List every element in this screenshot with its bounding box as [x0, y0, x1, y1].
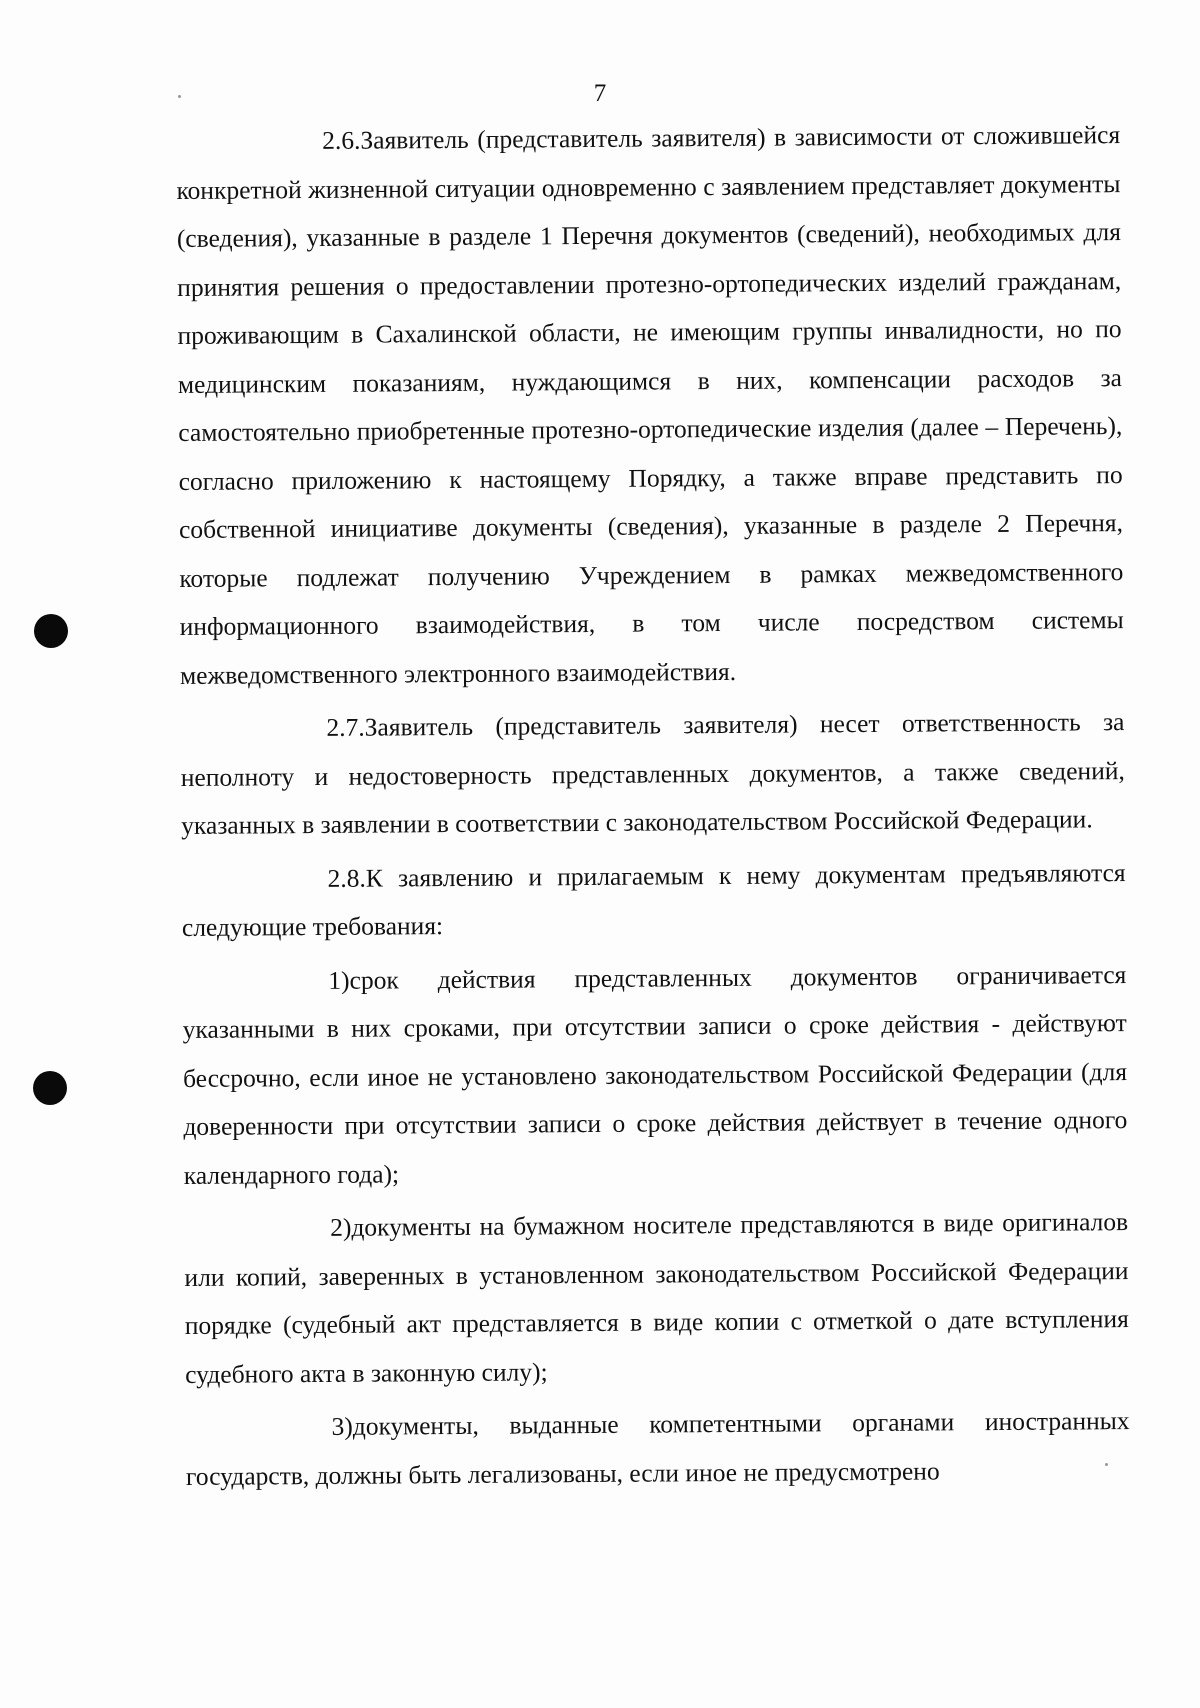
paragraph-number: 2.7.	[326, 712, 365, 742]
paragraph-2-7	[180, 698, 1125, 850]
list-item-1	[182, 951, 1128, 1200]
page-number: 7	[593, 80, 607, 107]
punch-hole-top	[34, 614, 68, 648]
paragraph-number: 2.8.	[327, 863, 366, 893]
paragraph-text: Заявитель (представитель заявителя) несет ответственность за неполноту и недостоверность представленных документов, а также сведений, указанных в заявлении в соответствии с законодательством Российской Федерации.	[180, 707, 1125, 840]
paragraph-2-6	[176, 111, 1124, 700]
scan-speck	[178, 95, 181, 98]
list-item-text: документы на бумажном носителе представляются в виде оригиналов или копий, заверенных в установленном законодательством Российской Федерации порядке (судебный акт представляется в виде копии с отметкой о дате вступления судебного акта в законную силу);	[184, 1207, 1129, 1389]
paragraph-text: К заявлению и прилагаемым к нему документам предъявляются следующие требования:	[181, 857, 1126, 942]
list-item-number: 2)	[330, 1212, 352, 1242]
list-item-number: 1)	[328, 965, 350, 995]
document-body	[176, 111, 1130, 1506]
list-item-2	[184, 1198, 1129, 1399]
list-item-text: документы, выданные компетентными органами иностранных государств, должны быть легализованы, если иное не предусмотрено	[185, 1406, 1130, 1491]
paragraph-2-8	[181, 849, 1126, 953]
scan-speck	[1105, 1463, 1108, 1466]
list-item-number: 3)	[331, 1411, 353, 1441]
paragraph-text: Заявитель (представитель заявителя) в зависимости от сложившейся конкретной жизненной ситуации одновременно с заявлением представляет документы (сведения), указанные в разделе 1 Перечня документов (сведений), необходимых для принятия решения о предоставлении протезно-ортопедических изделий гражданам, проживающим в Сахалинской области, не имеющим группы инвалидности, но по медицинским показаниям, нуждающимся в них, компенсации расходов за самостоятельно приобретенные протезно-ортопедические изделия (далее – Перечень), согласно приложению к настоящему Порядку, а также вправе представить по собственной инициативе документы (сведения), указанные в разделе 2 Перечня, которые подлежат получению Учреждением в рамках межведомственного информационного взаимодействия, в том числе посредством системы межведомственного электронного взаимодействия.	[176, 120, 1124, 690]
punch-hole-bottom	[33, 1071, 67, 1105]
list-item-3	[185, 1397, 1130, 1501]
list-item-text: срок действия представленных документов ограничивается указанными в них сроками, при отсутствии записи о сроке действия - действуют бессрочно, если иное не установлено законодательством Российской Федерации (для доверенности при отсутствии записи о сроке действия действует в течение одного календарного года);	[182, 959, 1128, 1190]
paragraph-number: 2.6.	[322, 125, 361, 155]
